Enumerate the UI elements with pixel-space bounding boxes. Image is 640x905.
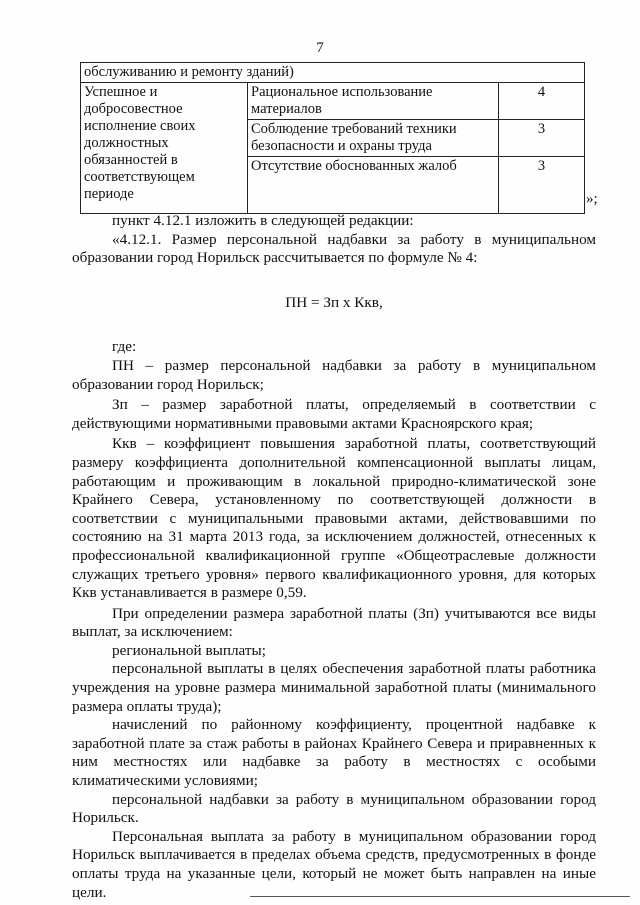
indicator-cell: Рациональное использование материалов — [248, 83, 499, 120]
paragraph: ПН – размер персональной надбавки за работу в муниципальном образовании город Норильск; — [72, 356, 596, 393]
paragraph: персональной выплаты в целях обеспечения заработной платы работника учреждения на уровне размера минимальной заработной платы (минимального размера оплаты труда); — [72, 660, 596, 715]
paragraph: где: — [112, 338, 137, 356]
paragraph: При определении размера заработной платы (Зп) учитываются все виды выплат, за исключением: — [72, 604, 596, 641]
paragraph: пункт 4.12.1 изложить в следующей редакции: — [112, 212, 414, 229]
score-cell: 3 — [499, 120, 585, 157]
table-row — [81, 63, 585, 83]
quote-end: »; — [586, 191, 598, 207]
paragraph: начислений по районному коэффициенту, процентной надбавке к заработной плате за стаж работы в районах Крайнего Севера и приравненных к ним местностях или надбавке за работу в местностях с особыми климатическими условиями; — [72, 716, 596, 790]
paragraph: Персональная выплата за работу в муниципальном образовании город Норильск выплачивается в пределах объема средств, предусмотренных в фонде оплаты труда на указанные цели, который не может быть направлен на иные цели. — [72, 827, 596, 901]
criteria-table — [80, 62, 585, 214]
formula: ПН = Зп х Ккв, — [285, 293, 383, 311]
table-top-cell: обслуживанию и ремонту зданий) — [81, 63, 585, 83]
paragraph: персональной надбавки за работу в муниципальном образовании город Норильск. — [72, 790, 596, 827]
indicator-cell: Отсутствие обоснованных жалоб — [248, 157, 499, 214]
table-row — [81, 83, 585, 120]
bottom-scan-line — [250, 896, 630, 897]
indicator-cell: Соблюдение требований техники безопасности и охраны труда — [248, 120, 499, 157]
score-cell: 3 — [499, 157, 585, 214]
paragraph: региональной выплаты; — [112, 641, 266, 659]
document-body — [72, 212, 596, 902]
paragraph: Зп – размер заработной платы, определяемый в соответствии с действующими нормативными правовыми актами Красноярского края; — [72, 396, 596, 432]
page-number: 7 — [316, 40, 324, 56]
paragraph: Ккв – коэффициент повышения заработной платы, соответствующий размеру коэффициента дополнительной компенсационной выплаты лицам, работающим и проживающим в локальной природно-климатической зоне Крайнего Севера, установленному по соответствующей должности в соответствии с муниципальными правовыми актами, действовавшими по состоянию на 31 марта 2013 года, за исключением должностей, отнесенных к профессиональной квалификационной группе «Общеотраслевые должности служащих третьего уровня» первого квалификационного уровня, для которых Ккв устанавливается в размере 0,59. — [72, 435, 596, 602]
paragraph: «4.12.1. Размер персональной надбавки за работу в муниципальном образовании город Норильск рассчитывается по формуле № 4: — [72, 230, 596, 267]
criterion-cell: Успешное и добросовестное исполнение своих должностных обязанностей в соответствующем периоде — [81, 83, 248, 214]
score-cell: 4 — [499, 83, 585, 120]
